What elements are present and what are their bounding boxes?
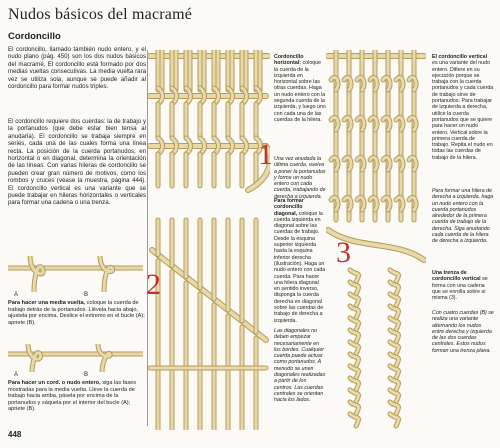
horizontal-diagonal-cording-illustration [148,50,270,430]
section-heading: Cordoncillo [8,31,61,42]
step-number-1: 1 [258,138,273,171]
column-divider [147,50,148,426]
vertical-cording-text: El cordoncillo vertical es una variante del nudo entero. Difiere en su ejecución porque se trabaja con la cuerda portanudos y cada cuerda de trabajo sirve de portanudos. Para trabajar de izquierda a derecha, utilice la cuerda portanudos que se quiere para hacer un nudo entero. Vertical sobre la primera cuerda de trabajo. Repita el nudo en todas las cuerdas de trabajo de la hilera. [432,54,494,161]
vertical-cording-note: Para formar una hilera de derecha a izquierda, haga un nudo entero con la cuerda portanudos alrededor de la primera cuerda de trabajo de la derecha. Siga anudando cada cuerda de la hilera de derecha a izquierda. [432,188,494,245]
horizontal-cording-text: Cordoncillo horizontal: coloque la cuerda de la izquierda en horizontal sobre las otras cuerdas. Haga un nudo entero con la segunda cuerda de la izquierda, y luego uno con cada una de las cuerdas de la hilera. [274,54,326,123]
page-title: Nudos básicos del macramé [8,6,193,23]
figure-label-a: A [14,292,19,298]
diagonal-cording-text: Para formar cordoncillo diagonal, coloque la cuerda izquierda en diagonal sobre las cuerdas de trabajo. Desde la esquina superior izquierda hasta la esquina inferior derecha (ilustración). Haga un nudo entero con cada cuerda. Para hacer una hilera diagonal en sentido inverso, disponga la cuerda derecha en diagonal sobre las cuerdas de trabajo de derecha a izquierda. [274,198,326,324]
diagonal-cording-note: Las diagonales no deben empezar necesariamente en los bordes. Cualquier cuerda puede actuar como portanudos. A menudo se unen diagonales realizadas a partir de los centros. Las cuerdas centrales se orientan hacia los lados. [274,328,326,404]
step-number-2: 2 [146,268,161,301]
description-paragraph: El cordoncillo requiere dos cuerdas: la de trabajo y la portanudos (que debe estar bien tensa al anudarla). El cordoncillo se trabaja siempre en series, cada una de las cuales forma una línea recta. La posición de la cuerda portanudos, en horizontal o en diagonal, determina la orientación de las líneas. Con varias hileras de cordoncillo se pueden crear gran número de motivos, como los rombos y cruces (véase la muestra, página 444). El cordoncillo vertical es una variante que se puede trabajar en hileras horizontales o verticales para formar una cadena o una trenza. [8,118,146,207]
full-hitch-figure [8,344,143,372]
intro-paragraph: El cordoncillo, llamado también nudo entero, y el nudo plano (pág. 450) son los dos nudos básicos del macramé. El cordoncillo está formado por dos medias vueltas consecutivas. La media vuelta rara vez se utiliza sola, aunque se puede añadir al cordoncillo para formar nudos triples. [8,46,146,91]
full-hitch-caption: Para hacer un cord. o nudo entero, siga las fases mostradas para la media vuelta. Lleve la cuerda de trabajo hacia arriba, pásela por encima de la portanudos y sáquela por el interior del bucle (A); apriete (B). [8,380,137,413]
figure-label-b: B [84,292,89,298]
figure-label-a2: A [14,372,19,378]
half-hitch-caption: Para hacer una media vuelta, coloque la cuerda de trabajo detrás de la portanudos. Llévela hacia abajo, ajustela por encima. Deslice el extremo en el bucle (A); apriete (B). [8,300,145,326]
half-hitch-figure [8,256,143,292]
step-number-3: 3 [336,236,351,269]
horizontal-cording-note: Una vez anudada la última cuerda, vuelva a poner la portanudos y forme un nudo entero con cada cuerda, trabajando de derecha a izquierda. [274,156,326,200]
figure-label-b2: B [84,372,89,378]
vertical-braid-note: Con cuatro cuerdas (B) se realiza una variante alternando los nudos entre derecha y izquierda de las dos cuerdas centrales. Estos nudos forman una trenza plana. [432,310,494,354]
page-number: 448 [8,430,22,439]
vertical-braid-text: Una trenza de cordoncillo vertical se forma con una cadena que se enrolla sobre sí misma (3). [432,270,488,302]
